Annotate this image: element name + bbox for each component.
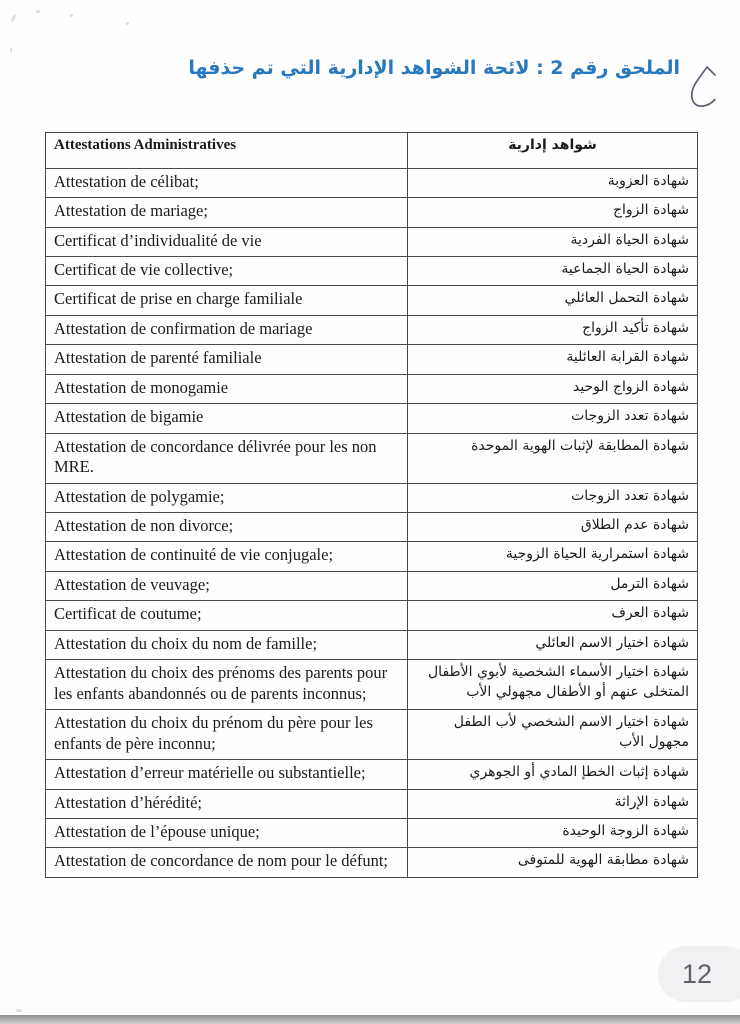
table-row bbox=[46, 542, 698, 571]
table-row bbox=[46, 198, 698, 227]
attestation-fr-cell: Attestation de l’épouse unique; bbox=[46, 819, 408, 848]
attestation-fr-cell: Attestation d’erreur matérielle ou substantielle; bbox=[46, 760, 408, 789]
attestation-fr-cell: Attestation de concordance délivrée pour les non MRE. bbox=[46, 433, 408, 483]
header-attestations-administratives: Attestations Administratives bbox=[46, 133, 408, 169]
table-row bbox=[46, 483, 698, 512]
attestation-ar-cell: شهادة القرابة العائلية bbox=[408, 345, 698, 374]
title-row bbox=[188, 50, 724, 114]
attestation-ar-cell: شهادة اختيار الاسم الشخصي لأب الطفل مجهول الأب bbox=[408, 710, 698, 760]
attestation-fr-cell: Attestation d’hérédité; bbox=[46, 789, 408, 818]
attestation-fr-cell: Certificat de coutume; bbox=[46, 601, 408, 630]
attestation-fr-cell: Attestation de mariage; bbox=[46, 198, 408, 227]
table-row bbox=[46, 710, 698, 760]
page-title: الملحق رقم 2 : لائحة الشواهد الإدارية التي تم حذفها bbox=[188, 57, 680, 79]
table-row bbox=[46, 848, 698, 877]
attestation-fr-cell: Certificat de vie collective; bbox=[46, 256, 408, 285]
scan-noise-specks bbox=[8, 8, 148, 68]
table-header bbox=[46, 133, 698, 169]
table-row bbox=[46, 433, 698, 483]
table-row bbox=[46, 315, 698, 344]
table-row bbox=[46, 286, 698, 315]
attestation-ar-cell: شهادة الحياة الجماعية bbox=[408, 256, 698, 285]
header-shawahid-idariya: شواهد إدارية bbox=[408, 133, 698, 169]
attestation-fr-cell: Attestation de bigamie bbox=[46, 404, 408, 433]
scan-speck bbox=[16, 1009, 22, 1012]
table-row bbox=[46, 227, 698, 256]
attestation-ar-cell: شهادة الزواج bbox=[408, 198, 698, 227]
table-row bbox=[46, 760, 698, 789]
table-row bbox=[46, 513, 698, 542]
attestation-fr-cell: Attestation du choix du prénom du père pour les enfants de père inconnu; bbox=[46, 710, 408, 760]
attestation-ar-cell: شهادة الترمل bbox=[408, 571, 698, 600]
table-row bbox=[46, 404, 698, 433]
attestation-fr-cell: Attestation du choix du nom de famille; bbox=[46, 630, 408, 659]
attestation-ar-cell: شهادة اختيار الاسم العائلي bbox=[408, 630, 698, 659]
attestation-ar-cell: شهادة عدم الطلاق bbox=[408, 513, 698, 542]
attestation-ar-cell: شهادة تعدد الزوجات bbox=[408, 404, 698, 433]
attestation-ar-cell: شهادة مطابقة الهوية للمتوفى bbox=[408, 848, 698, 877]
attestation-fr-cell: Attestation de veuvage; bbox=[46, 571, 408, 600]
table-header-row bbox=[46, 133, 698, 169]
attestation-ar-cell: شهادة الحياة الفردية bbox=[408, 227, 698, 256]
attestation-ar-cell: شهادة الإراثة bbox=[408, 789, 698, 818]
attestation-fr-cell: Certificat d’individualité de vie bbox=[46, 227, 408, 256]
attestation-fr-cell: Attestation de polygamie; bbox=[46, 483, 408, 512]
table-row bbox=[46, 660, 698, 710]
attestation-ar-cell: شهادة العرف bbox=[408, 601, 698, 630]
table-row bbox=[46, 256, 698, 285]
attestation-ar-cell: شهادة الزواج الوحيد bbox=[408, 374, 698, 403]
table-row bbox=[46, 345, 698, 374]
attestation-ar-cell: شهادة استمرارية الحياة الزوجية bbox=[408, 542, 698, 571]
attestation-ar-cell: شهادة التحمل العائلي bbox=[408, 286, 698, 315]
attestation-fr-cell: Attestation de monogamie bbox=[46, 374, 408, 403]
page-number-badge bbox=[658, 946, 740, 1002]
table-row bbox=[46, 571, 698, 600]
scan-bottom-edge bbox=[0, 1015, 740, 1024]
attestation-fr-cell: Attestation de parenté familiale bbox=[46, 345, 408, 374]
attestation-ar-cell: شهادة اختيار الأسماء الشخصية لأبوي الأطفال المتخلى عنهم أو الأطفال مجهولي الأب bbox=[408, 660, 698, 710]
table-row bbox=[46, 819, 698, 848]
attestation-ar-cell: شهادة المطابقة لإثبات الهوية الموحدة bbox=[408, 433, 698, 483]
attestation-ar-cell: شهادة إثبات الخطإ المادي أو الجوهري bbox=[408, 760, 698, 789]
attestation-fr-cell: Attestation de confirmation de mariage bbox=[46, 315, 408, 344]
attestation-ar-cell: شهادة العزوبة bbox=[408, 168, 698, 197]
attestation-fr-cell: Attestation de célibat; bbox=[46, 168, 408, 197]
table-row bbox=[46, 789, 698, 818]
attestation-fr-cell: Attestation de continuité de vie conjugale; bbox=[46, 542, 408, 571]
table-row bbox=[46, 374, 698, 403]
attestation-fr-cell: Attestation du choix des prénoms des parents pour les enfants abandonnés ou de parents inconnus; bbox=[46, 660, 408, 710]
attestation-ar-cell: شهادة تعدد الزوجات bbox=[408, 483, 698, 512]
attestation-ar-cell: شهادة الزوجة الوحيدة bbox=[408, 819, 698, 848]
table-row bbox=[46, 630, 698, 659]
table-row bbox=[46, 168, 698, 197]
page-number: 12 bbox=[682, 958, 713, 989]
table-row bbox=[46, 601, 698, 630]
attestation-fr-cell: Attestation de non divorce; bbox=[46, 513, 408, 542]
table-body bbox=[46, 168, 698, 877]
attestation-ar-cell: شهادة تأكيد الزواج bbox=[408, 315, 698, 344]
attestation-fr-cell: Attestation de concordance de nom pour le défunt; bbox=[46, 848, 408, 877]
handwritten-pen-mark-icon bbox=[684, 62, 724, 114]
attestations-table bbox=[45, 132, 698, 878]
attestation-fr-cell: Certificat de prise en charge familiale bbox=[46, 286, 408, 315]
